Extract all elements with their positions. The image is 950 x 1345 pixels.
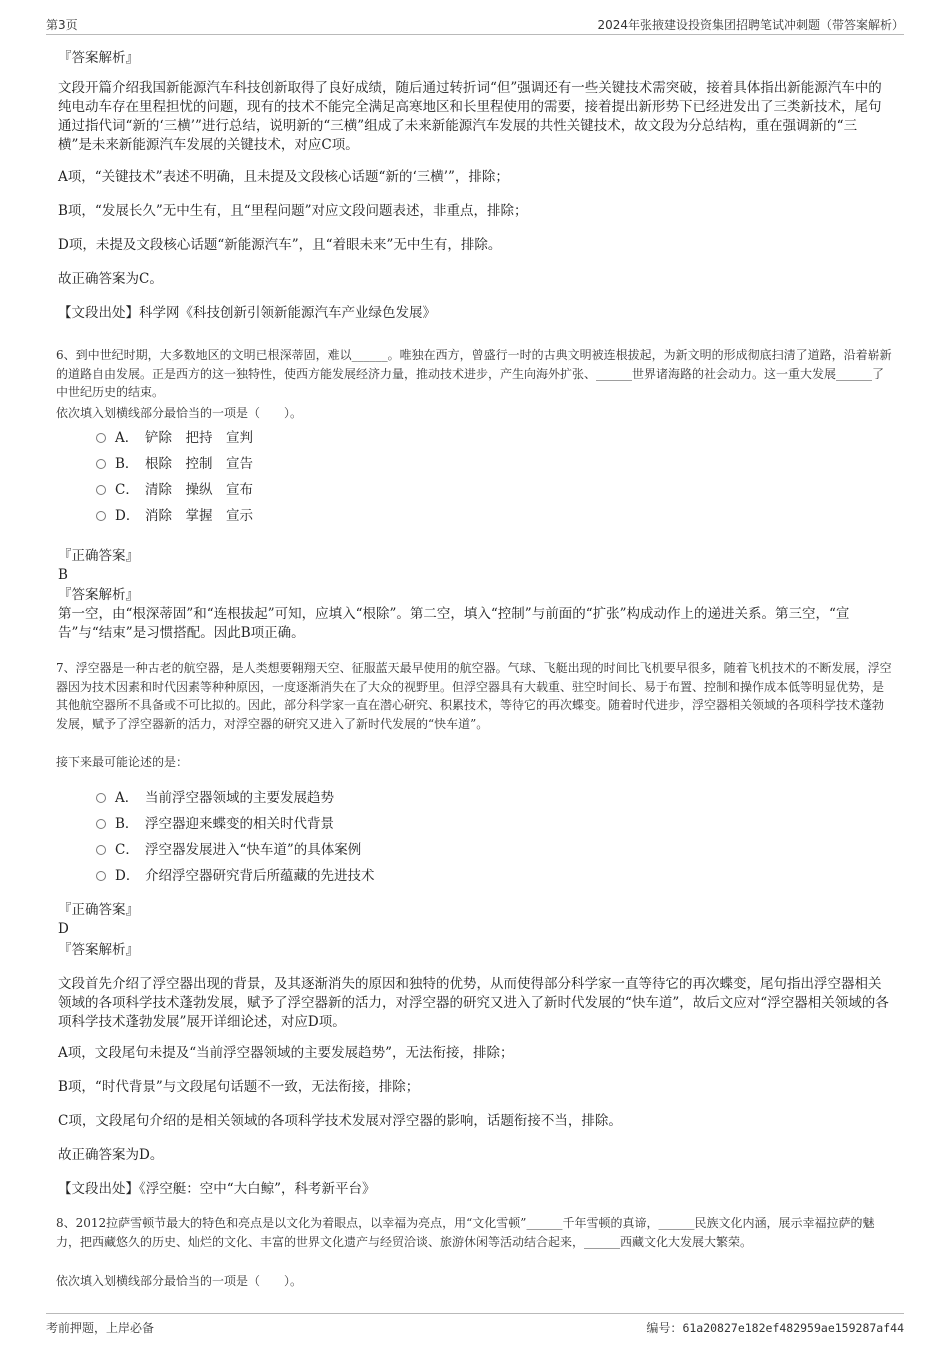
q6-correct-answer: B [58, 567, 68, 583]
footer-slogan: 考前押题，上岸必备 [46, 1321, 155, 1335]
q5-option-a-analysis: A项，“关键技术”表述不明确，且未提及文段核心话题“新的‘三横’”，排除； [58, 169, 509, 185]
q7-options [96, 785, 596, 889]
q7-correct-title: 『正确答案』 [58, 902, 139, 918]
q7-stem: 7、浮空器是一种古老的航空器，是人类想要翱翔天空、征服蓝天最早使用的航空器。气球、飞艇出现的时间比飞机要早很多，随着飞机技术的不断发展，浮空器因为技术因素和时代因素等种种原因，一度逐渐消失在了大众的视野里。但浮空器具有大载重、驻空时间长、易于布置、控制和操作成本低等明显优势，是其他航空器所不具备或不可比拟的。因此，部分科学家一直在潜心研究、积累技术，等待它的再次蝶变。随着时代进步，浮空器相关领域的各项科学技术蓬勃发展，赋予了浮空器新的活力，对浮空器的研究又进入了新时代发展的“快车道”。 [56, 661, 892, 731]
radio-icon[interactable] [96, 433, 106, 443]
q8-prompt: 依次填入划横线部分最恰当的一项是（ ）。 [56, 1274, 303, 1288]
q6-analysis-text: 第一空，由“根深蒂固”和“连根拔起”可知，应填入“根除”。第二空，填入“控制”与前面的“扩张”构成动作上的递进关系。第三空，“宣告”与“结束”是习惯搭配。因此B项正确。 [58, 606, 850, 641]
radio-icon[interactable] [96, 511, 106, 521]
q7-analysis-title: 『答案解析』 [58, 942, 139, 958]
q5-analysis-text: 文段开篇介绍我国新能源汽车科技创新取得了良好成绩，随后通过转折词“但”强调还有一些关键技术需突破，接着具体指出新能源汽车中的纯电动车存在里程担忧的问题，现有的技术不能完全满足高寒地区和长里程使用的需要，接着提出新形势下已经进发出了三类新技术，尾句通过指代词“新的‘三横’”进行总结，说明新的“三横”组成了未来新能源汽车发展的共性关键技术，故文段为分总结构，重在强调新的“三横”是未来新能源汽车发展的关键技术，对应C项。 [58, 80, 882, 153]
q6-prompt: 依次填入划横线部分最恰当的一项是（ ）。 [56, 406, 303, 420]
radio-icon[interactable] [96, 819, 106, 829]
q7-option-b[interactable]: B． 浮空器迎来蝶变的相关时代背景 [96, 811, 596, 837]
page-footer [46, 1313, 904, 1340]
q6-options [96, 425, 596, 529]
q6-option-c[interactable]: C． 清除 操纵 宣布 [96, 477, 596, 503]
q5-source: 【文段出处】科学网《科技创新引领新能源汽车产业绿色发展》 [58, 305, 436, 321]
q7-option-c-analysis: C项，文段尾句介绍的是相关领域的各项科学技术发展对浮空器的影响，话题衔接不当，排除。 [58, 1113, 622, 1129]
q7-option-b-analysis: B项，“时代背景”与文段尾句话题不一致，无法衔接，排除； [58, 1079, 420, 1095]
q6-option-b[interactable]: B． 根除 控制 宣告 [96, 451, 596, 477]
q7-option-a[interactable]: A． 当前浮空器领域的主要发展趋势 [96, 785, 596, 811]
q6-analysis-title: 『答案解析』 [58, 587, 139, 603]
q7-option-c[interactable]: C． 浮空器发展进入“快车道”的具体案例 [96, 837, 596, 863]
radio-icon[interactable] [96, 871, 106, 881]
q7-option-a-analysis: A项，文段尾句未提及“当前浮空器领域的主要发展趋势”，无法衔接，排除； [58, 1045, 514, 1061]
q7-correct-answer: D [58, 921, 69, 937]
q7-source: 【文段出处】《浮空艇：空中“大白鲸”，科考新平台》 [58, 1181, 376, 1197]
q5-analysis-title: 『答案解析』 [58, 50, 139, 66]
q6-correct-title: 『正确答案』 [58, 548, 139, 564]
q5-option-b-analysis: B项，“发展长久”无中生有，且“里程问题”对应文段问题表述，非重点，排除； [58, 203, 528, 219]
q6-option-a[interactable]: A． 铲除 把持 宣判 [96, 425, 596, 451]
q7-analysis-text: 文段首先介绍了浮空器出现的背景，及其逐渐消失的原因和独特的优势，从而使得部分科学家一直等待它的再次蝶变，尾句指出浮空器相关领域的各项科学技术蓬勃发展，赋予了浮空器新的活力，对浮空器的研究又进入了新时代发展的“快车道”，故后文应对“浮空器相关领域的各项科学技术蓬勃发展”展开详细论述，对应D项。 [58, 976, 889, 1030]
q7-prompt: 接下来最可能论述的是： [56, 755, 189, 769]
document-code: 编号：61a20827e182ef482959ae159287af44 [646, 1321, 904, 1335]
q6-option-d[interactable]: D． 消除 掌握 宣示 [96, 503, 596, 529]
page-number: 第3页 [46, 18, 78, 32]
q6-stem: 6、到中世纪时期，大多数地区的文明已根深蒂固，难以______。唯独在西方，曾盛行一时的古典文明被连根拔起，为新文明的形成彻底扫清了道路，沿着崭新的道路自由发展。正是西方的这一独特性，使西方能发展经济力量，推动技术进步，产生向海外扩张、______世界诸海路的社会动力。这一重大发展______了中世纪历史的结束。 [56, 348, 892, 399]
document-title: 2024年张掖建设投资集团招聘笔试冲刺题（带答案解析） [597, 18, 904, 32]
q7-option-d[interactable]: D． 介绍浮空器研究背后所蕴藏的先进技术 [96, 863, 596, 889]
page-header [46, 12, 904, 35]
radio-icon[interactable] [96, 485, 106, 495]
q5-conclusion: 故正确答案为C。 [58, 271, 163, 287]
q8-stem: 8、2012拉萨雪顿节最大的特色和亮点是以文化为着眼点，以幸福为亮点，用“文化雪顿”______千年雪顿的真谛，______民族文化内涵，展示幸福拉萨的魅力，把西藏悠久的历史、灿烂的文化、丰富的世界文化遗产与经贸洽谈、旅游休闲等活动结合起来，______西藏文化大发展大繁荣。 [56, 1216, 875, 1249]
radio-icon[interactable] [96, 845, 106, 855]
radio-icon[interactable] [96, 793, 106, 803]
radio-icon[interactable] [96, 459, 106, 469]
q7-conclusion: 故正确答案为D。 [58, 1147, 164, 1163]
q5-option-d-analysis: D项，未提及文段核心话题“新能源汽车”，且“着眼未来”无中生有，排除。 [58, 237, 502, 253]
